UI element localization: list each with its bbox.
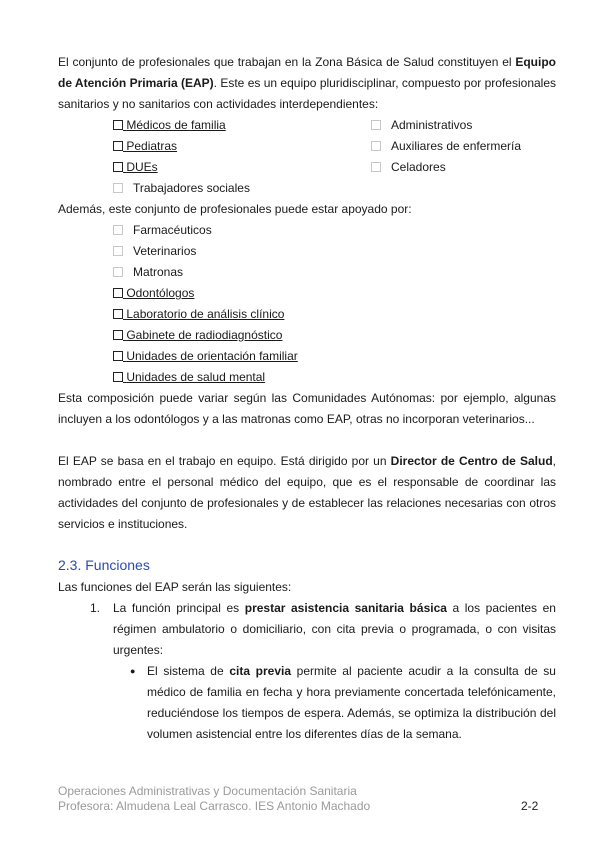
checkbox-icon bbox=[113, 246, 123, 256]
intro-text-2: . Este es un equipo pluridisciplinar, compuesto por profesionales sanitarios y no sanitarios con actividades interdependientes: bbox=[58, 76, 557, 111]
director-paragraph: El EAP se basa en el trabajo en equipo. Está dirigido por un Director de Centro de Salud, nombrado entre el personal médico del equipo, que es el responsable de coordinar las actividades del conjunto de profesionales y de establecer las relaciones necesarias con otros servicios e instituciones. bbox=[58, 454, 556, 531]
support-intro: Además, este conjunto de profesionales puede estar apoyado por: bbox=[58, 202, 412, 216]
intro-bold-eap: Equipo de Atención Primaria (EAP) bbox=[58, 55, 556, 90]
composition-paragraph: Esta composición puede variar según las Comunidades Autónomas: por ejemplo, algunas incluyen a los odontólogos y a las matronas como EAP, otras no incorporan veterinarios... bbox=[58, 391, 556, 426]
bullet-bold: cita previa bbox=[229, 664, 291, 678]
footer-teacher: Profesora: Almudena Leal Carrasco. IES Antonio Machado bbox=[58, 799, 371, 813]
footer-course: Operaciones Administrativas y Documentación Sanitaria bbox=[58, 784, 357, 798]
intro-text-1: El conjunto de profesionales que trabajan en la Zona Básica de Salud constituyen el bbox=[58, 55, 516, 69]
team-item-administrativos: Administrativos bbox=[371, 115, 472, 136]
team-item-trabajadores: Trabajadores sociales bbox=[113, 178, 250, 199]
checkbox-icon bbox=[113, 351, 123, 361]
page-number: 2-2 bbox=[521, 799, 539, 813]
page-footer bbox=[58, 784, 370, 814]
checkbox-icon bbox=[371, 162, 381, 172]
support-item-odontologos: Odontólogos bbox=[58, 283, 556, 304]
checkbox-icon bbox=[371, 141, 381, 151]
bullet-icon: ● bbox=[130, 666, 136, 676]
checkbox-icon bbox=[113, 309, 123, 319]
team-item-medicos: Médicos de familia bbox=[113, 115, 226, 136]
list-number: 1. bbox=[90, 601, 101, 615]
checkbox-icon bbox=[113, 288, 123, 298]
document-body bbox=[58, 52, 556, 745]
checkbox-icon bbox=[113, 162, 123, 172]
function-item-1: 1. La función principal es prestar asistencia sanitaria básica a los pacientes en régimen ambulatorio o domiciliario, con cita previa o programada, o con visitas urgentes: bbox=[58, 598, 556, 661]
team-item-dues: DUEs bbox=[113, 157, 158, 178]
team-row-4 bbox=[58, 178, 556, 199]
director-bold: Director de Centro de Salud bbox=[390, 454, 553, 468]
checkbox-icon bbox=[113, 120, 123, 130]
support-item-laboratorio: Laboratorio de análisis clínico bbox=[58, 304, 556, 325]
checkbox-icon bbox=[371, 120, 381, 130]
team-item-auxiliares: Auxiliares de enfermería bbox=[371, 136, 521, 157]
checkbox-icon bbox=[113, 330, 123, 340]
support-item-gabinete: Gabinete de radiodiagnóstico bbox=[58, 325, 556, 346]
function-bold: prestar asistencia sanitaria básica bbox=[244, 601, 447, 615]
checkbox-icon bbox=[113, 141, 123, 151]
support-item-orientacion: Unidades de orientación familiar bbox=[58, 346, 556, 367]
checkbox-icon bbox=[113, 372, 123, 382]
team-item-celadores: Celadores bbox=[371, 157, 446, 178]
checkbox-icon bbox=[113, 183, 123, 193]
checkbox-icon bbox=[113, 267, 123, 277]
bullet-item-cita-previa: ● El sistema de cita previa permite al paciente acudir a la consulta de su médico de familia en fecha y hora previamente concertada telefónicamente, reduciéndose los tiempos de espera. Además, se optimiza la distribución del volumen asistencial entre los diferentes días de la semana. bbox=[58, 661, 556, 745]
support-list bbox=[58, 220, 556, 388]
section-heading: 2.3. Funciones bbox=[58, 557, 150, 573]
support-item-farmaceuticos: Farmacéuticos bbox=[58, 220, 556, 241]
support-item-matronas: Matronas bbox=[58, 262, 556, 283]
support-item-salud-mental: Unidades de salud mental bbox=[58, 367, 556, 388]
team-row-1 bbox=[58, 115, 556, 136]
team-list bbox=[58, 115, 556, 199]
team-item-pediatras: Pediatras bbox=[113, 136, 177, 157]
functions-intro: Las funciones del EAP serán las siguientes: bbox=[58, 580, 292, 594]
support-item-veterinarios: Veterinarios bbox=[58, 241, 556, 262]
intro-paragraph bbox=[58, 52, 556, 115]
team-row-3 bbox=[58, 157, 556, 178]
checkbox-icon bbox=[113, 225, 123, 235]
team-row-2 bbox=[58, 136, 556, 157]
